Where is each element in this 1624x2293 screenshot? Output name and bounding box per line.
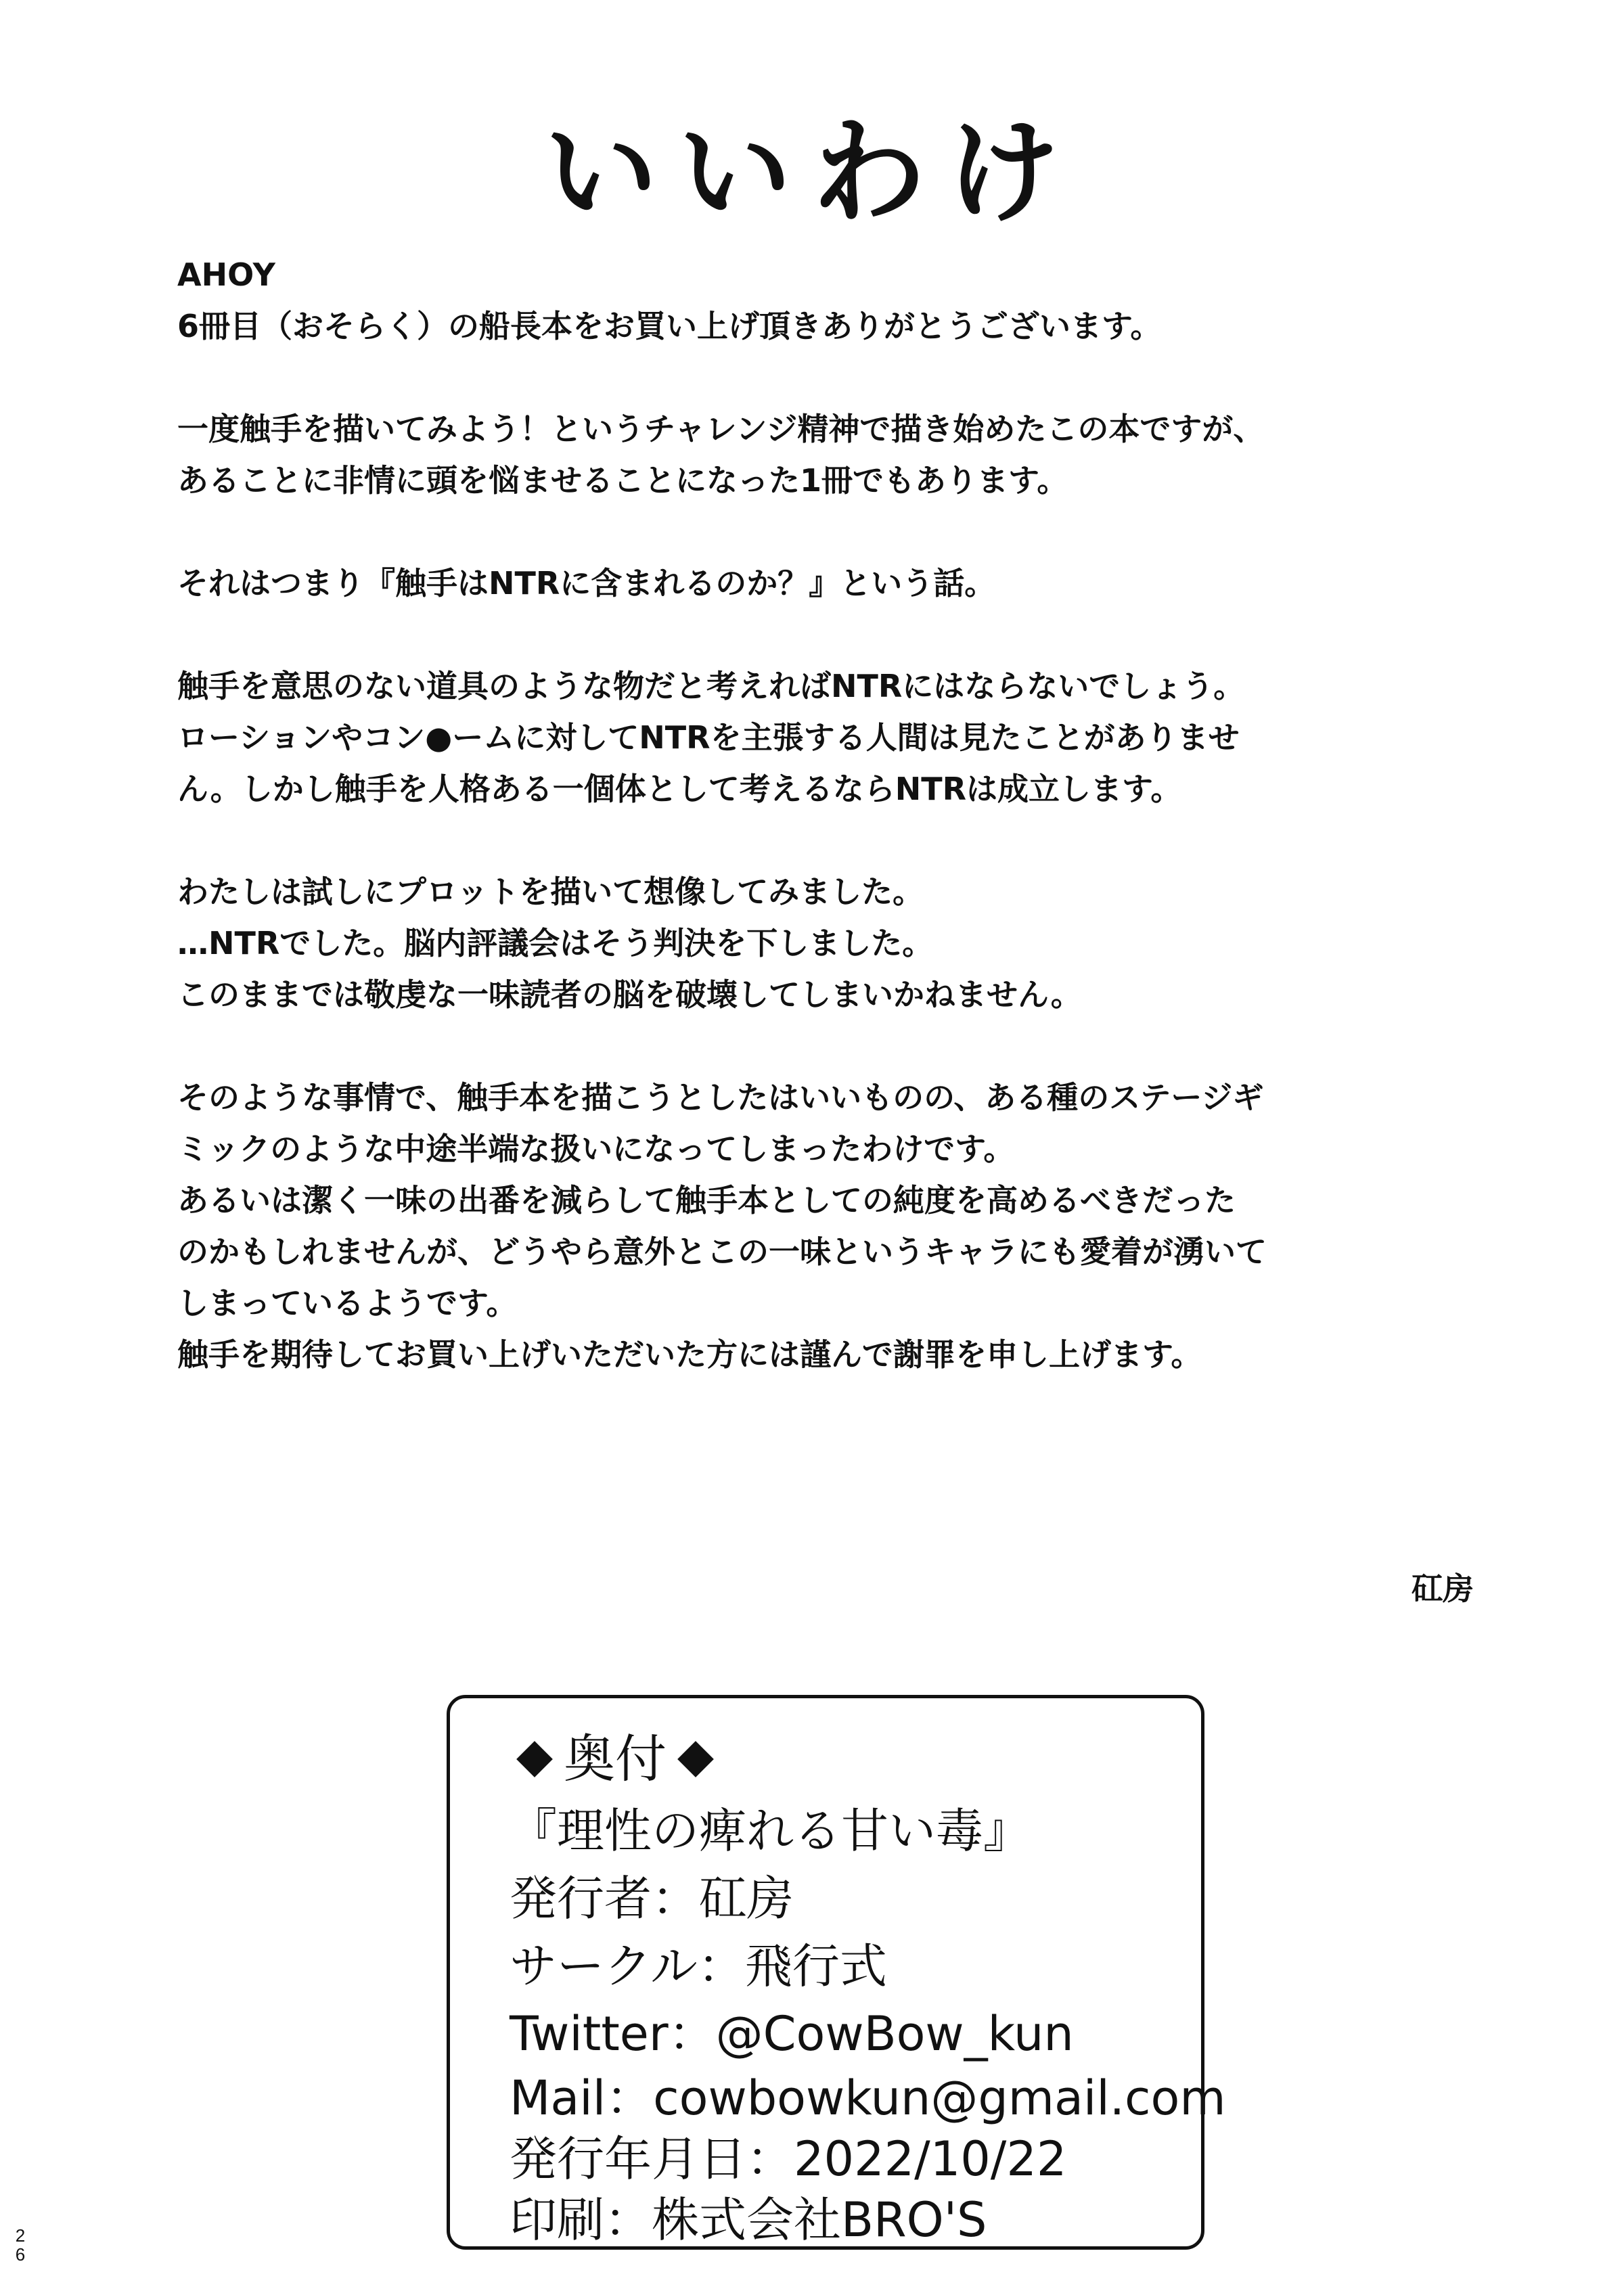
body-line: それはつまり『触手はNTRに含まれるのか？』という話。 [177, 565, 996, 601]
colophon-heading [505, 1727, 725, 1792]
body-line: そのような事情で、触手本を描こうとしたはいいものの、ある種のステージギ [177, 1079, 1264, 1116]
greeting-line: AHOY [177, 256, 275, 293]
colophon-printer: 印刷：株式会社BRO'S [510, 2192, 987, 2248]
colophon-mail: Mail：cowbowkun@gmail.com [510, 2070, 1226, 2126]
page-number-digit: 2 [15, 2225, 26, 2246]
page-number [14, 2226, 27, 2264]
body-line: …NTRでした。脳内評議会はそう判決を下しました。 [177, 925, 934, 961]
body-line: このままでは敬虔な一味読者の脳を破壊してしまいかねません。 [177, 976, 1082, 1013]
colophon-heading-label: 奥付 [564, 1729, 667, 1789]
afterword-body [177, 249, 1490, 1380]
page-title: いいわけ [544, 106, 1080, 239]
diamond-ornament-icon [677, 1741, 714, 1777]
body-line: 触手を期待してお買い上げいただいた方には謹んで謝罪を申し上げます。 [177, 1336, 1202, 1373]
body-line: しまっているようです。 [177, 1285, 518, 1321]
body-line: ミックのような中途半端な扱いになってしまったわけです。 [177, 1131, 1015, 1167]
colophon-book-title: 『理性の痺れる甘い毒』 [510, 1803, 1031, 1859]
body-line: 6冊目（おそらく）の船長本をお買い上げ頂きありがとうございます。 [177, 308, 1162, 344]
body-line: ん。しかし触手を人格ある一個体として考えるならNTRは成立します。 [177, 771, 1182, 807]
body-line: わたしは試しにプロットを描いて想像してみました。 [177, 873, 924, 910]
colophon-date: 発行年月日：2022/10/22 [510, 2131, 1067, 2187]
body-line: 触手を意思のない道具のような物だと考えればNTRにはならないでしょう。 [177, 668, 1245, 704]
diamond-ornament-icon [516, 1741, 553, 1777]
colophon-publisher: 発行者：矼房 [510, 1871, 794, 1926]
body-line: あるいは潔く一味の出番を減らして触手本としての純度を高めるべきだった [177, 1182, 1236, 1219]
colophon-box [447, 1695, 1226, 2250]
colophon-circle: サークル：飛行式 [510, 1938, 887, 1994]
author-signature: 矼房 [1412, 1570, 1474, 1607]
body-line: 一度触手を描いてみよう！というチャレンジ精神で描き始めたこの本ですが、 [177, 411, 1265, 447]
body-line: ローションやコン●ームに対してNTRを主張する人間は見たことがありませ [177, 719, 1240, 756]
body-line: のかもしれませんが、どうやら意外とこの一味というキャラにも愛着が湧いて [177, 1233, 1267, 1270]
colophon-twitter: Twitter：@CowBow_kun [510, 2006, 1074, 2062]
body-line: あることに非情に頭を悩ませることになった1冊でもあります。 [177, 462, 1068, 499]
page-number-digit: 6 [15, 2244, 26, 2265]
